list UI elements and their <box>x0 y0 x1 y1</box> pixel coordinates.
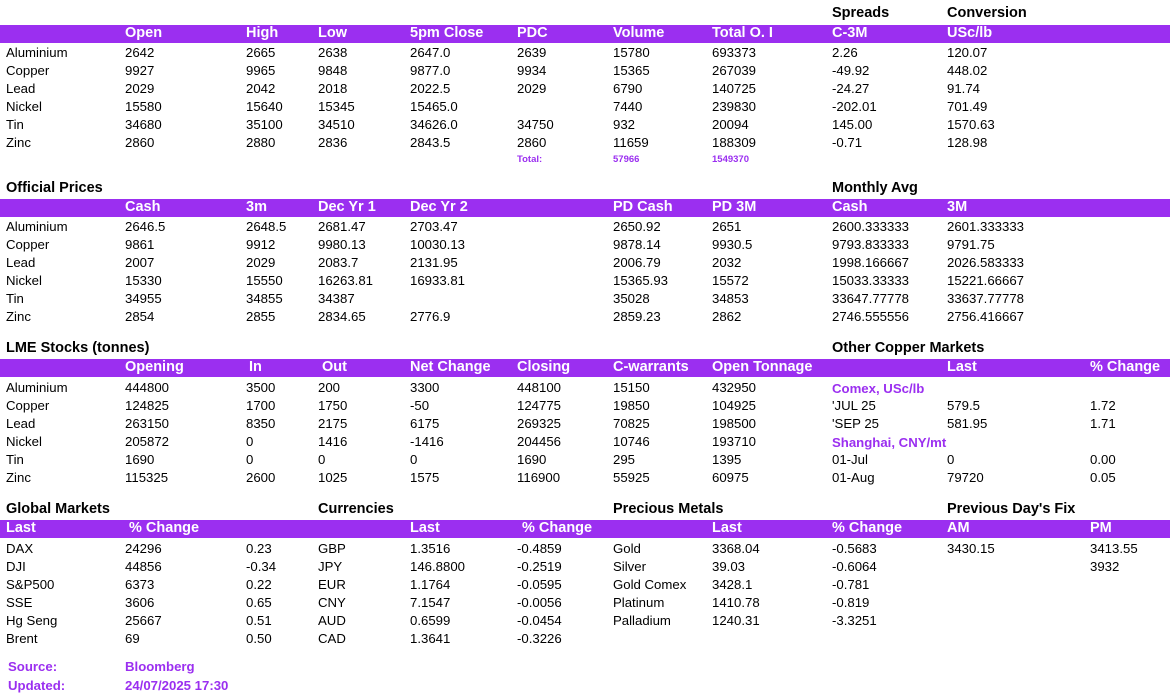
table-cell: 2638 <box>318 45 348 60</box>
table-cell: -49.92 <box>832 63 870 78</box>
col-header-dec-yr1: Dec Yr 1 <box>318 199 376 215</box>
table-cell: 145.00 <box>832 117 873 132</box>
table-cell: 15640 <box>246 99 283 114</box>
table-cell: 15465.0 <box>410 99 458 114</box>
table-cell: 116900 <box>517 470 561 485</box>
official-prices-title: Official Prices <box>6 180 103 196</box>
table-cell: 2175 <box>318 416 348 431</box>
lme-stocks-title: LME Stocks (tonnes) <box>6 340 150 356</box>
col-header-3m: 3m <box>246 199 267 215</box>
table-cell: 'SEP 25 <box>832 416 879 431</box>
official-header-bar <box>0 199 1170 217</box>
table-cell: 0 <box>246 452 254 467</box>
col-header-open-tonnage: Open Tonnage <box>712 359 813 375</box>
precious-metals-title: Precious Metals <box>613 501 724 517</box>
table-cell: 701.49 <box>947 99 988 114</box>
table-cell: 2860 <box>517 135 547 150</box>
row-label: Copper <box>6 63 50 78</box>
table-cell: 0.51 <box>246 613 272 628</box>
row-label: Zinc <box>6 135 31 150</box>
table-cell: 15033.33333 <box>832 273 910 288</box>
table-cell: 6175 <box>410 416 440 431</box>
table-cell: -0.781 <box>832 577 870 592</box>
col-header-copper-change: % Change <box>1090 359 1161 375</box>
table-cell: 35028 <box>613 291 650 306</box>
table-cell: 581.95 <box>947 416 988 431</box>
stocks-header-bar <box>0 359 1170 377</box>
col-header-global-last: Last <box>6 520 36 536</box>
table-cell: 2.26 <box>832 45 858 60</box>
table-cell: 79720 <box>947 470 984 485</box>
table-cell: 9878.14 <box>613 237 661 252</box>
col-header-usc-lb: USc/lb <box>947 25 993 41</box>
row-label: Lead <box>6 81 36 96</box>
table-cell: 2601.333333 <box>947 219 1025 234</box>
table-cell: -0.4859 <box>517 541 562 556</box>
table-cell: 0.65 <box>246 595 272 610</box>
table-cell: 444800 <box>125 380 170 395</box>
col-header-out: Out <box>322 359 347 375</box>
table-cell: CAD <box>318 631 346 646</box>
table-cell: 9912 <box>246 237 276 252</box>
table-cell: 10746 <box>613 434 650 449</box>
table-cell: 3932 <box>1090 559 1120 574</box>
col-header-open: Open <box>125 25 163 41</box>
total-open-interest: 1549370 <box>712 154 749 165</box>
table-cell: 0.50 <box>246 631 272 646</box>
table-cell: 2026.583333 <box>947 255 1025 270</box>
table-cell: 2855 <box>246 309 276 324</box>
table-cell: 0 <box>410 452 418 467</box>
table-cell: -202.01 <box>832 99 877 114</box>
table-cell: 01-Aug <box>832 470 875 485</box>
row-label: Lead <box>6 416 36 431</box>
col-header-avg-cash: Cash <box>832 199 868 215</box>
table-cell: 2029 <box>125 81 155 96</box>
previous-day-fix-title: Previous Day's Fix <box>947 501 1076 517</box>
table-cell: 'JUL 25 <box>832 398 876 413</box>
table-cell: 120.07 <box>947 45 988 60</box>
table-cell: Hg Seng <box>6 613 58 628</box>
table-cell: 2029 <box>517 81 547 96</box>
table-cell: 2880 <box>246 135 276 150</box>
table-cell: 2600.333333 <box>832 219 910 234</box>
table-cell: 25667 <box>125 613 162 628</box>
row-label: Nickel <box>6 434 42 449</box>
col-header-currency-change: % Change <box>522 520 593 536</box>
table-cell: 3428.1 <box>712 577 753 592</box>
table-cell: 34387 <box>318 291 355 306</box>
table-cell: 34955 <box>125 291 162 306</box>
row-label: Tin <box>6 117 24 132</box>
table-cell: 3500 <box>246 380 276 395</box>
table-cell: 1750 <box>318 398 348 413</box>
table-cell: CNY <box>318 595 346 610</box>
table-cell: 0.22 <box>246 577 272 592</box>
table-cell: 198500 <box>712 416 757 431</box>
table-cell: 9793.833333 <box>832 237 910 252</box>
row-label: Nickel <box>6 99 42 114</box>
col-header-fix-pm: PM <box>1090 520 1112 536</box>
table-cell: 7.1547 <box>410 595 451 610</box>
table-cell: 1690 <box>125 452 155 467</box>
col-header-currency-last: Last <box>410 520 440 536</box>
table-cell: JPY <box>318 559 343 574</box>
table-cell: 146.8800 <box>410 559 466 574</box>
table-cell: 15550 <box>246 273 283 288</box>
table-cell: 0.6599 <box>410 613 451 628</box>
table-cell: 140725 <box>712 81 757 96</box>
total-label: Total: <box>517 154 543 165</box>
table-cell: 104925 <box>712 398 757 413</box>
col-header-dec-yr2: Dec Yr 2 <box>410 199 468 215</box>
table-cell: EUR <box>318 577 346 592</box>
table-cell: 579.5 <box>947 398 981 413</box>
table-cell: 2029 <box>246 255 276 270</box>
table-cell: -0.3226 <box>517 631 562 646</box>
col-header-5pm-close: 5pm Close <box>410 25 484 41</box>
updated-label: Updated: <box>8 678 66 693</box>
row-label: Tin <box>6 291 24 306</box>
table-cell: 3368.04 <box>712 541 760 556</box>
table-cell: 15780 <box>613 45 650 60</box>
col-header-c3m: C-3M <box>832 25 868 41</box>
source-value: Bloomberg <box>125 659 195 674</box>
table-cell: 2646.5 <box>125 219 166 234</box>
table-cell: 7440 <box>613 99 643 114</box>
table-cell: 932 <box>613 117 636 132</box>
col-header-opening: Opening <box>125 359 184 375</box>
updated-value: 24/07/2025 17:30 <box>125 678 229 693</box>
table-cell: 15221.66667 <box>947 273 1025 288</box>
table-cell: 24296 <box>125 541 162 556</box>
table-cell: 115325 <box>125 470 169 485</box>
table-cell: 69 <box>125 631 140 646</box>
col-header-pd-cash: PD Cash <box>613 199 673 215</box>
table-cell: 9980.13 <box>318 237 366 252</box>
table-cell: 34855 <box>246 291 283 306</box>
table-cell: 9965 <box>246 63 276 78</box>
table-cell: -0.0056 <box>517 595 562 610</box>
table-cell: 2859.23 <box>613 309 661 324</box>
table-cell: -50 <box>410 398 430 413</box>
table-cell: 0 <box>246 434 254 449</box>
currencies-title: Currencies <box>318 501 394 517</box>
table-cell: 204456 <box>517 434 562 449</box>
table-cell: 2007 <box>125 255 155 270</box>
table-cell: 34853 <box>712 291 749 306</box>
table-cell: 10030.13 <box>410 237 466 252</box>
shanghai-label: Shanghai, CNY/mt <box>832 435 947 450</box>
table-cell: 267039 <box>712 63 757 78</box>
table-cell: 1395 <box>712 452 742 467</box>
table-cell: 15580 <box>125 99 162 114</box>
table-cell: 448100 <box>517 380 562 395</box>
table-cell: 269325 <box>517 416 562 431</box>
table-cell: 34680 <box>125 117 162 132</box>
table-cell: 2639 <box>517 45 547 60</box>
table-cell: 15572 <box>712 273 749 288</box>
table-cell: 693373 <box>712 45 757 60</box>
table-cell: 34510 <box>318 117 355 132</box>
table-cell: Gold Comex <box>613 577 687 592</box>
table-cell: 11659 <box>613 135 649 150</box>
table-cell: 1.72 <box>1090 398 1116 413</box>
table-cell: -0.0454 <box>517 613 562 628</box>
table-cell: 1416 <box>318 434 348 449</box>
table-cell: 2746.555556 <box>832 309 910 324</box>
table-cell: 2042 <box>246 81 276 96</box>
table-cell: 2131.95 <box>410 255 458 270</box>
table-cell: -0.34 <box>246 559 277 574</box>
table-cell: 2756.416667 <box>947 309 1025 324</box>
table-cell: 9930.5 <box>712 237 753 252</box>
table-cell: 3300 <box>410 380 440 395</box>
monthly-avg-title: Monthly Avg <box>832 180 918 196</box>
table-cell: 3430.15 <box>947 541 995 556</box>
col-header-cash: Cash <box>125 199 161 215</box>
table-cell: 200 <box>318 380 341 395</box>
table-cell: 432950 <box>712 380 757 395</box>
table-cell: 16263.81 <box>318 273 374 288</box>
col-header-in: In <box>249 359 262 375</box>
table-cell: 34750 <box>517 117 554 132</box>
table-cell: 55925 <box>613 470 650 485</box>
table-cell: -1416 <box>410 434 444 449</box>
table-cell: 1700 <box>246 398 276 413</box>
table-cell: 44856 <box>125 559 162 574</box>
table-cell: 2651 <box>712 219 742 234</box>
market-header-bar <box>0 25 1170 43</box>
total-volume: 57966 <box>613 154 640 165</box>
table-cell: 9927 <box>125 63 155 78</box>
table-cell: -0.819 <box>832 595 870 610</box>
col-header-total-oi: Total O. I <box>712 25 773 41</box>
col-header-precious-change: % Change <box>832 520 903 536</box>
row-label: Aluminium <box>6 45 68 60</box>
table-cell: 239830 <box>712 99 757 114</box>
markets-header-bar <box>0 520 1170 538</box>
table-cell: 8350 <box>246 416 276 431</box>
table-cell: 263150 <box>125 416 170 431</box>
spreads-title: Spreads <box>832 5 890 21</box>
table-cell: -0.0595 <box>517 577 562 592</box>
col-header-c-warrants: C-warrants <box>613 359 689 375</box>
table-cell: Platinum <box>613 595 665 610</box>
row-label: Zinc <box>6 470 31 485</box>
table-cell: 2600 <box>246 470 276 485</box>
table-cell: -24.27 <box>832 81 870 96</box>
table-cell: 0.23 <box>246 541 272 556</box>
table-cell: 01-Jul <box>832 452 868 467</box>
table-cell: 2834.65 <box>318 309 366 324</box>
table-cell: 9877.0 <box>410 63 451 78</box>
row-label: Aluminium <box>6 380 68 395</box>
table-cell: DJI <box>6 559 26 574</box>
table-cell: 2681.47 <box>318 219 366 234</box>
table-cell: 2018 <box>318 81 348 96</box>
table-cell: 9791.75 <box>947 237 995 252</box>
table-cell: Brent <box>6 631 38 646</box>
table-cell: 1.1764 <box>410 577 451 592</box>
table-cell: 1410.78 <box>712 595 760 610</box>
table-cell: 2032 <box>712 255 742 270</box>
row-label: Copper <box>6 237 50 252</box>
table-cell: 1998.166667 <box>832 255 910 270</box>
table-cell: 2843.5 <box>410 135 451 150</box>
table-cell: 2703.47 <box>410 219 458 234</box>
table-cell: -0.5683 <box>832 541 877 556</box>
table-cell: 60975 <box>712 470 749 485</box>
table-cell: 1690 <box>517 452 547 467</box>
table-cell: 2022.5 <box>410 81 451 96</box>
col-header-closing: Closing <box>517 359 571 375</box>
col-header-global-change: % Change <box>129 520 200 536</box>
row-label: Copper <box>6 398 50 413</box>
comex-label: Comex, USc/lb <box>832 381 925 396</box>
table-cell: 15345 <box>318 99 355 114</box>
table-cell: 34626.0 <box>410 117 458 132</box>
other-copper-title: Other Copper Markets <box>832 340 985 356</box>
table-cell: 9861 <box>125 237 155 252</box>
table-cell: 70825 <box>613 416 650 431</box>
table-cell: 188309 <box>712 135 757 150</box>
table-cell: 2854 <box>125 309 155 324</box>
table-cell: 2648.5 <box>246 219 287 234</box>
table-cell: 0 <box>947 452 955 467</box>
table-cell: 35100 <box>246 117 283 132</box>
table-cell: 1.71 <box>1090 416 1116 431</box>
table-cell: Palladium <box>613 613 671 628</box>
table-cell: -3.3251 <box>832 613 877 628</box>
table-cell: 2776.9 <box>410 309 451 324</box>
conversion-title: Conversion <box>947 5 1027 21</box>
table-cell: 2862 <box>712 309 742 324</box>
table-cell: 19850 <box>613 398 650 413</box>
table-cell: S&P500 <box>6 577 55 592</box>
table-cell: 2006.79 <box>613 255 661 270</box>
table-cell: 1.3516 <box>410 541 451 556</box>
table-cell: GBP <box>318 541 346 556</box>
table-cell: 295 <box>613 452 636 467</box>
col-header-volume: Volume <box>613 25 665 41</box>
table-cell: 9934 <box>517 63 547 78</box>
table-cell: 3413.55 <box>1090 541 1138 556</box>
col-header-copper-last: Last <box>947 359 977 375</box>
table-cell: Gold <box>613 541 641 556</box>
table-cell: 3606 <box>125 595 155 610</box>
table-cell: 33637.77778 <box>947 291 1025 306</box>
table-cell: 2650.92 <box>613 219 661 234</box>
table-cell: 1570.63 <box>947 117 995 132</box>
col-header-pdc: PDC <box>517 25 548 41</box>
table-cell: 205872 <box>125 434 170 449</box>
table-cell: 124775 <box>517 398 562 413</box>
row-label: Tin <box>6 452 24 467</box>
table-cell: SSE <box>6 595 33 610</box>
table-cell: 15365 <box>613 63 650 78</box>
table-cell: 20094 <box>712 117 749 132</box>
table-cell: 16933.81 <box>410 273 466 288</box>
table-cell: 15150 <box>613 380 650 395</box>
table-cell: 39.03 <box>712 559 746 574</box>
table-cell: 193710 <box>712 434 757 449</box>
table-cell: 1575 <box>410 470 440 485</box>
col-header-net-change: Net Change <box>410 359 491 375</box>
table-cell: 2642 <box>125 45 155 60</box>
table-cell: DAX <box>6 541 34 556</box>
table-cell: 91.74 <box>947 81 981 96</box>
table-cell: 2665 <box>246 45 276 60</box>
row-label: Lead <box>6 255 36 270</box>
table-cell: AUD <box>318 613 346 628</box>
table-cell: -0.71 <box>832 135 863 150</box>
table-cell: 2860 <box>125 135 155 150</box>
col-header-pd-3m: PD 3M <box>712 199 757 215</box>
table-cell: 128.98 <box>947 135 988 150</box>
table-cell: 33647.77778 <box>832 291 910 306</box>
row-label: Nickel <box>6 273 42 288</box>
table-cell: 6790 <box>613 81 643 96</box>
row-label: Zinc <box>6 309 31 324</box>
table-cell: -0.2519 <box>517 559 562 574</box>
table-cell: Silver <box>613 559 646 574</box>
table-cell: 15330 <box>125 273 162 288</box>
table-cell: 2083.7 <box>318 255 359 270</box>
table-cell: 1.3641 <box>410 631 451 646</box>
table-cell: 9848 <box>318 63 348 78</box>
table-cell: 2647.0 <box>410 45 451 60</box>
table-cell: 0 <box>318 452 326 467</box>
col-header-high: High <box>246 25 279 41</box>
table-cell: 2836 <box>318 135 348 150</box>
table-cell: 1025 <box>318 470 348 485</box>
col-header-precious-last: Last <box>712 520 742 536</box>
source-label: Source: <box>8 659 58 674</box>
table-cell: -0.6064 <box>832 559 877 574</box>
table-cell: 1240.31 <box>712 613 760 628</box>
table-cell: 0.05 <box>1090 470 1116 485</box>
row-label: Aluminium <box>6 219 68 234</box>
table-cell: 6373 <box>125 577 155 592</box>
table-cell: 124825 <box>125 398 170 413</box>
global-markets-title: Global Markets <box>6 501 110 517</box>
col-header-fix-am: AM <box>947 520 970 536</box>
table-cell: 0.00 <box>1090 452 1116 467</box>
table-cell: 448.02 <box>947 63 988 78</box>
table-cell: 15365.93 <box>613 273 669 288</box>
col-header-low: Low <box>318 25 347 41</box>
col-header-avg-3m: 3M <box>947 199 968 215</box>
